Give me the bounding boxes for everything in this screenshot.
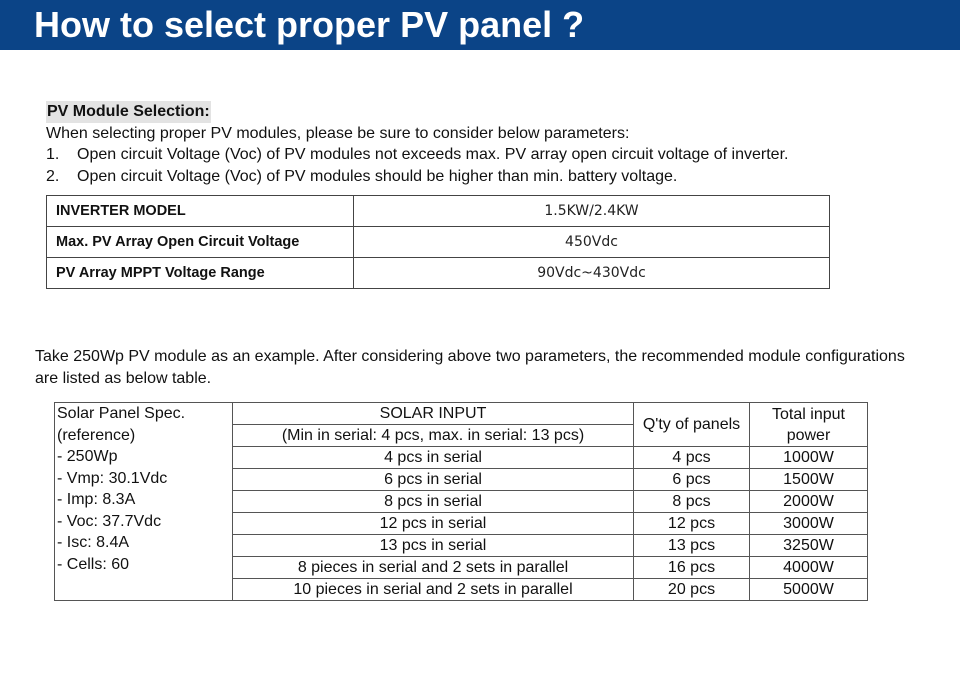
config-cell: 13 pcs in serial <box>233 535 634 557</box>
row-value: 450Vdc <box>354 227 830 258</box>
title-banner <box>0 0 960 50</box>
qty-cell: 6 pcs <box>634 469 750 491</box>
row-value: 90Vdc~430Vdc <box>354 258 830 289</box>
solar-input-subheader: (Min in serial: 4 pcs, max. in serial: 13 pcs) <box>233 425 634 447</box>
row-value: 1.5KW/2.4KW <box>354 196 830 227</box>
config-cell: 6 pcs in serial <box>233 469 634 491</box>
item-number: 1. <box>46 146 60 163</box>
power-cell: 1500W <box>750 469 868 491</box>
selection-item-2 <box>46 166 788 188</box>
spec-line: - Vmp: 30.1Vdc <box>57 469 168 487</box>
power-cell: 1000W <box>750 447 868 469</box>
power-cell: 2000W <box>750 491 868 513</box>
spec-line: - 250Wp <box>57 448 118 465</box>
solar-input-header: SOLAR INPUT <box>233 403 634 425</box>
row-label: PV Array MPPT Voltage Range <box>47 258 354 289</box>
header-row <box>55 403 868 425</box>
pv-module-selection <box>46 101 788 187</box>
power-cell: 4000W <box>750 557 868 579</box>
table-row <box>47 196 830 227</box>
config-cell: 12 pcs in serial <box>233 513 634 535</box>
config-cell: 4 pcs in serial <box>233 447 634 469</box>
qty-cell: 4 pcs <box>634 447 750 469</box>
qty-cell: 20 pcs <box>634 579 750 601</box>
page-title: How to select proper PV panel ? <box>34 4 585 45</box>
item-text: Open circuit Voltage (Voc) of PV modules not exceeds max. PV array open circuit voltage of inverter. <box>77 146 789 163</box>
module-config-table <box>54 402 868 601</box>
example-paragraph: Take 250Wp PV module as an example. After considering above two parameters, the recommended module configurations are listed as below table. <box>35 348 905 387</box>
power-cell: 3250W <box>750 535 868 557</box>
qty-cell: 12 pcs <box>634 513 750 535</box>
spec-line: (reference) <box>57 426 136 444</box>
total-power-header <box>750 403 868 447</box>
table-row <box>47 258 830 289</box>
spec-line: - Cells: 60 <box>57 555 130 573</box>
qty-header: Q'ty of panels <box>634 403 750 447</box>
power-cell: 3000W <box>750 513 868 535</box>
spec-line: - Isc: 8.4A <box>57 534 130 551</box>
config-cell: 10 pieces in serial and 2 sets in parallel <box>233 579 634 601</box>
qty-cell: 16 pcs <box>634 557 750 579</box>
config-cell: 8 pcs in serial <box>233 491 634 513</box>
panel-spec-cell <box>55 403 233 601</box>
table-row <box>47 227 830 258</box>
power-cell: 5000W <box>750 579 868 601</box>
spec-line: - Voc: 37.7Vdc <box>57 512 162 530</box>
inverter-spec-table <box>46 195 830 289</box>
spec-line: - Imp: 8.3A <box>57 491 136 508</box>
qty-cell: 13 pcs <box>634 535 750 557</box>
row-label: Max. PV Array Open Circuit Voltage <box>47 227 354 258</box>
item-number: 2. <box>46 167 60 185</box>
total-header-line-2: power <box>786 426 831 444</box>
item-text: Open circuit Voltage (Voc) of PV modules should be higher than min. battery voltage. <box>77 167 678 185</box>
qty-cell: 8 pcs <box>634 491 750 513</box>
selection-heading: PV Module Selection: <box>46 101 211 123</box>
config-cell: 8 pieces in serial and 2 sets in parallel <box>233 557 634 579</box>
spec-line: Solar Panel Spec. <box>57 405 186 422</box>
selection-intro: When selecting proper PV modules, please be sure to consider below parameters: <box>46 124 630 142</box>
selection-item-1 <box>46 144 788 166</box>
row-label: INVERTER MODEL <box>47 196 354 227</box>
total-header-line-1: Total input <box>772 405 845 423</box>
